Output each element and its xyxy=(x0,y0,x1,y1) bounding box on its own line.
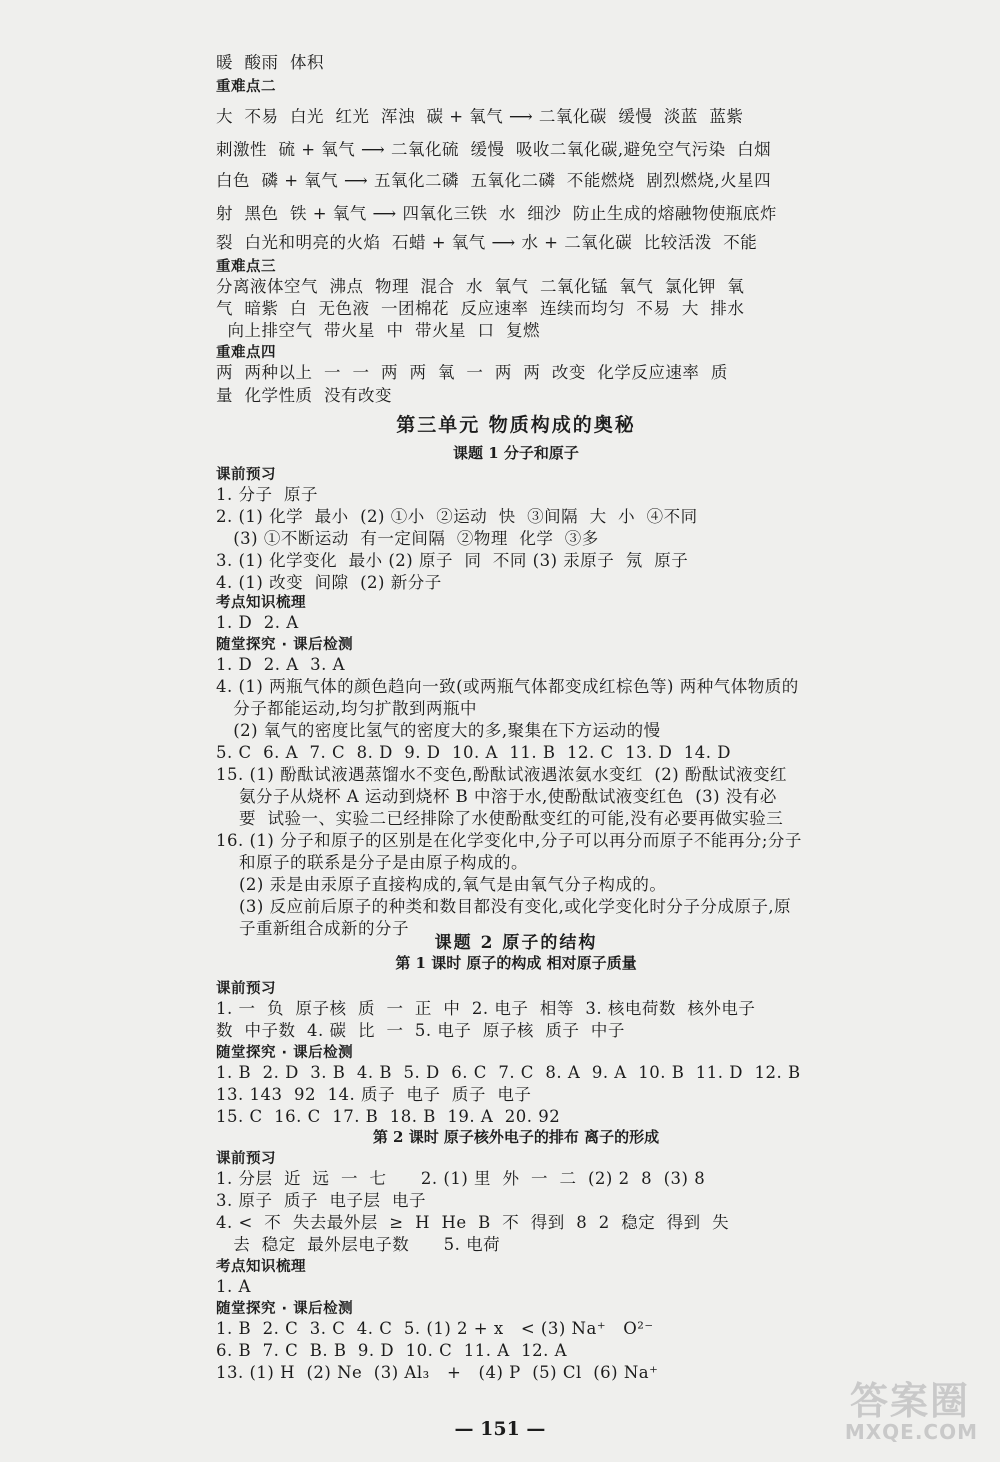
text-line: (3) ①不断运动 有一定间隔 ②物理 化学 ③多 xyxy=(216,529,599,548)
text-line: 子重新组合成新的分子 xyxy=(216,919,409,938)
text-line: 量 化学性质 没有改变 xyxy=(216,386,392,405)
text-line: (2) 氧气的密度比氢气的密度大的多,聚集在下方运动的慢 xyxy=(216,721,661,740)
section-heading: 随堂探究 · 课后检测 xyxy=(216,1301,354,1317)
text-line: 和原子的联系是分子是由原子构成的。 xyxy=(216,853,528,872)
text-line: 2. (1) 化学 最小 (2) ①小 ②运动 快 ③间隔 大 小 ④不同 xyxy=(216,507,698,526)
text-line: 15. C 16. C 17. B 18. B 19. A 20. 92 xyxy=(216,1107,561,1126)
section-heading: 考点知识梳理 xyxy=(216,595,306,611)
text-line: 去 稳定 最外层电子数 5. 电荷 xyxy=(216,1235,501,1254)
text-line: 1. D 2. A xyxy=(216,613,299,632)
text-line: 1. 分层 近 远 一 七 2. (1) 里 外 一 二 (2) 2 8 (3) 8 xyxy=(216,1169,706,1188)
text-line: 13. (1) H (2) Ne (3) Al₃ + (4) P (5) Cl (6) Na⁺ xyxy=(216,1363,659,1382)
section-heading: 重难点四 xyxy=(216,345,276,361)
text-line: 13. 143 92 14. 质子 电子 质子 电子 xyxy=(216,1085,532,1104)
section-heading: 课前预习 xyxy=(216,981,276,997)
section-heading: 课前预习 xyxy=(216,1151,276,1167)
watermark-cn: 答案圈 xyxy=(849,1379,970,1423)
text-line: 刺激性 硫 + 氧气 ⟶ 二氧化硫 缓慢 吸收二氧化碳,避免空气污染 白烟 xyxy=(216,140,772,159)
text-line: 两 两种以上 一 一 两 两 氧 一 两 两 改变 化学反应速率 质 xyxy=(216,363,728,382)
text-line: 4. < 不 失去最外层 ≥ H He B 不 得到 8 2 稳定 得到 失 xyxy=(216,1213,730,1232)
section-heading: 课前预习 xyxy=(216,467,276,483)
text-line: 16. (1) 分子和原子的区别是在化学变化中,分子可以再分而原子不能再分;分子 xyxy=(216,831,802,850)
text-line: 1. B 2. C 3. C 4. C 5. (1) 2 + x < (3) Na⁺ O²⁻ xyxy=(216,1319,654,1338)
text-line: 1. D 2. A 3. A xyxy=(216,655,346,674)
page-number: — 151 — xyxy=(454,1418,546,1440)
text-line: 大 不易 白光 红光 浑浊 碳 + 氧气 ⟶ 二氧化碳 缓慢 淡蓝 蓝紫 xyxy=(216,107,744,126)
period-title: 第 2 课时 原子核外电子的排布 离子的形成 xyxy=(372,1128,660,1146)
text-line: 白色 磷 + 氧气 ⟶ 五氧化二磷 五氧化二磷 不能燃烧 剧烈燃烧,火星四 xyxy=(216,171,772,190)
text-line: 6. B 7. C B. B 9. D 10. C 11. A 12. A xyxy=(216,1341,568,1360)
text-line: 3. 原子 质子 电子层 电子 xyxy=(216,1191,426,1210)
text-line: 4. (1) 两瓶气体的颜色趋向一致(或两瓶气体都变成红棕色等) 两种气体物质的 xyxy=(216,677,799,696)
watermark-en: MXQE.COM xyxy=(844,1420,978,1444)
text-line: (3) 反应前后原子的种类和数目都没有变化,或化学变化时分子分成原子,原 xyxy=(216,897,792,916)
section-heading: 随堂探究 · 课后检测 xyxy=(216,1045,354,1061)
text-line: 数 中子数 4. 碳 比 一 5. 电子 原子核 质子 中子 xyxy=(216,1021,625,1040)
text-line: 射 黑色 铁 + 氧气 ⟶ 四氧化三铁 水 细沙 防止生成的熔融物使瓶底炸 xyxy=(216,204,777,223)
text-line: 要 试验一、实验二已经排除了水使酚酞变红的可能,没有必要再做实验三 xyxy=(216,809,784,828)
text-line: 4. (1) 改变 间隙 (2) 新分子 xyxy=(216,573,442,592)
section-heading: 随堂探究 · 课后检测 xyxy=(216,637,354,653)
text-line: 1. A xyxy=(216,1277,251,1296)
lesson-title: 课题 1 分子和原子 xyxy=(453,444,579,462)
lesson-title: 课题 2 原子的结构 xyxy=(434,933,598,953)
text-line: 分子都能运动,均匀扩散到两瓶中 xyxy=(216,699,477,718)
text-line: 3. (1) 化学变化 最小 (2) 原子 同 不同 (3) 汞原子 氖 原子 xyxy=(216,551,689,570)
text-line: 暖 酸雨 体积 xyxy=(216,53,324,72)
text-line: 5. C 6. A 7. C 8. D 9. D 10. A 11. B 12. C 13. D 14. D xyxy=(216,743,732,762)
text-line: 气 暗紫 白 无色液 一团棉花 反应速率 连续而均匀 不易 大 排水 xyxy=(216,299,745,318)
text-line: 15. (1) 酚酞试液遇蒸馏水不变色,酚酞试液遇浓氨水变红 (2) 酚酞试液变红 xyxy=(216,765,787,784)
text-line: 分离液体空气 沸点 物理 混合 水 氧气 二氧化锰 氧气 氯化钾 氧 xyxy=(216,277,745,296)
watermark-logo xyxy=(788,1370,978,1444)
section-heading: 重难点三 xyxy=(216,259,276,275)
unit-title: 第三单元 物质构成的奥秘 xyxy=(396,414,636,436)
text-line: (2) 汞是由汞原子直接构成的,氧气是由氧气分子构成的。 xyxy=(216,875,667,894)
text-line: 向上排空气 带火星 中 带火星 口 复燃 xyxy=(216,321,540,340)
text-line: 1. 分子 原子 xyxy=(216,485,318,504)
text-line: 裂 白光和明亮的火焰 石蜡 + 氧气 ⟶ 水 + 二氧化碳 比较活泼 不能 xyxy=(216,233,758,252)
section-heading: 重难点二 xyxy=(216,79,276,95)
text-line: 1. 一 负 原子核 质 一 正 中 2. 电子 相等 3. 核电荷数 核外电子 xyxy=(216,999,756,1018)
text-line: 氨分子从烧杯 A 运动到烧杯 B 中溶于水,使酚酞试液变红色 (3) 没有必 xyxy=(216,787,777,806)
period-title: 第 1 课时 原子的构成 相对原子质量 xyxy=(395,954,637,972)
text-line: 1. B 2. D 3. B 4. B 5. D 6. C 7. C 8. A 9. A 10. B 11. D 12. B xyxy=(216,1063,801,1082)
section-heading: 考点知识梳理 xyxy=(216,1259,306,1275)
